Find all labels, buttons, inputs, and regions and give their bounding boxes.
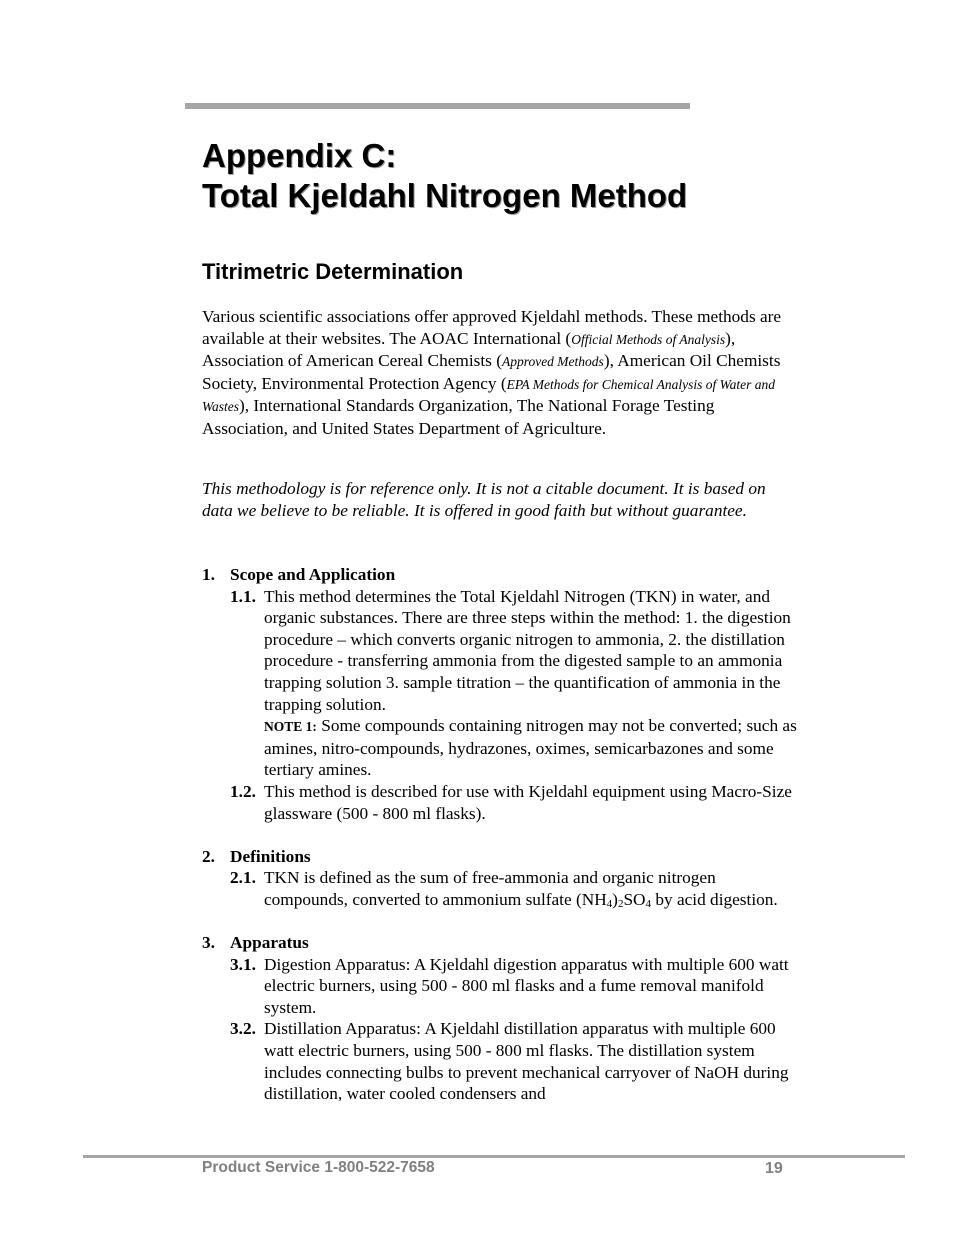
footer-rule bbox=[83, 1155, 905, 1158]
item-text-part: TKN is defined as the sum of free-ammonia and organic nitrogen compounds, converted to ammonium sulfate (NH bbox=[264, 868, 716, 909]
note-text: Some compounds containing nitrogen may not be converted; such as amines, nitro-compounds, hydrazones, oximes, semicarbazones and some tertiary amines. bbox=[264, 716, 797, 780]
section-heading bbox=[202, 932, 802, 954]
item-text-part: ) bbox=[612, 889, 618, 909]
item-text: This method determines the Total Kjeldahl Nitrogen (TKN) in water, and organic substances. There are three steps within the method: 1. the digestion procedure – which converts organic nitrogen to ammonia, 2. the distillation procedure - transferring ammonia from the digested sample to an ammonia trapping solution 3. sample titration – the quantification of ammonia in the trapping solution. bbox=[264, 586, 791, 714]
list-item bbox=[202, 954, 802, 1019]
item-text: This method is described for use with Kjeldahl equipment using Macro-Size glassware (500 - 800 ml flasks). bbox=[264, 781, 792, 823]
page-number: 19 bbox=[765, 1160, 783, 1177]
list-item bbox=[202, 1018, 802, 1104]
list-item bbox=[202, 586, 802, 781]
subscript: 4 bbox=[606, 897, 613, 910]
item-number: 2.1. bbox=[230, 868, 256, 888]
section-apparatus bbox=[202, 932, 802, 1105]
item-text: Distillation Apparatus: A Kjeldahl distillation apparatus with multiple 600 watt electric burners, using 500 - 800 ml flasks. The distillation system includes connecting bulbs to prevent mechanical carryover of NaOH during distillation, water cooled condensers and bbox=[264, 1019, 789, 1104]
title-line-2: Total Kjeldahl Nitrogen Method bbox=[202, 177, 688, 214]
intro-ref-aacc: Approved Methods bbox=[501, 354, 604, 370]
note-label: NOTE 1: bbox=[264, 719, 317, 735]
section-number: 2. bbox=[202, 846, 215, 866]
header-rule bbox=[185, 103, 690, 109]
section-number: 1. bbox=[202, 565, 215, 584]
list-item bbox=[202, 867, 802, 910]
intro-text-4: ), International Standards Organization, The National Forage Testing Association, and United States Department of Agriculture. bbox=[202, 396, 715, 438]
section-title: Scope and Application bbox=[230, 565, 396, 584]
subscript: 2 bbox=[617, 897, 624, 910]
section-heading bbox=[202, 564, 802, 586]
item-text-part: SO bbox=[623, 889, 646, 909]
intro-text-1: Various scientific associations offer approved Kjeldahl methods. These methods are available at their websites. The AOAC International ( bbox=[202, 307, 782, 348]
intro-ref-aoac: Official Methods of Analysis bbox=[571, 331, 726, 347]
list-item bbox=[202, 781, 802, 824]
item-number: 3.1. bbox=[230, 954, 256, 974]
numbered-sections bbox=[202, 564, 802, 1126]
disclaimer-paragraph: This methodology is for reference only. It is not a citable document. It is based on data we believe to be reliable. It is offered in good faith but without guarantee. bbox=[202, 479, 766, 520]
section-subtitle: Titrimetric Determination bbox=[202, 259, 464, 284]
item-text bbox=[264, 868, 778, 909]
section-number: 3. bbox=[202, 933, 215, 953]
item-text-part: by acid digestion. bbox=[651, 889, 778, 909]
section-title: Apparatus bbox=[230, 933, 309, 953]
footer-contact: Product Service 1-800-522-7658 bbox=[202, 1159, 435, 1176]
item-number: 3.2. bbox=[230, 1019, 256, 1039]
item-number: 1.1. bbox=[230, 586, 256, 606]
subscript: 4 bbox=[645, 897, 652, 910]
intro-ref-epa: EPA Methods for Chemical Analysis of Water and Wastes bbox=[202, 376, 775, 415]
page-title bbox=[202, 136, 687, 216]
section-scope bbox=[202, 564, 802, 824]
section-title: Definitions bbox=[230, 846, 311, 866]
intro-text-3: ), American Oil Chemists Society, Environmental Protection Agency ( bbox=[202, 351, 781, 393]
item-text: Digestion Apparatus: A Kjeldahl digestion apparatus with multiple 600 watt electric burners, using 500 - 800 ml flasks and a fume removal manifold system. bbox=[264, 954, 789, 1017]
section-heading bbox=[202, 846, 802, 868]
item-number: 1.2. bbox=[230, 781, 256, 801]
title-line-1: Appendix C: bbox=[202, 137, 397, 174]
section-definitions bbox=[202, 846, 802, 911]
intro-paragraph bbox=[202, 306, 792, 440]
intro-text-2: ), Association of American Cereal Chemists ( bbox=[202, 328, 736, 371]
